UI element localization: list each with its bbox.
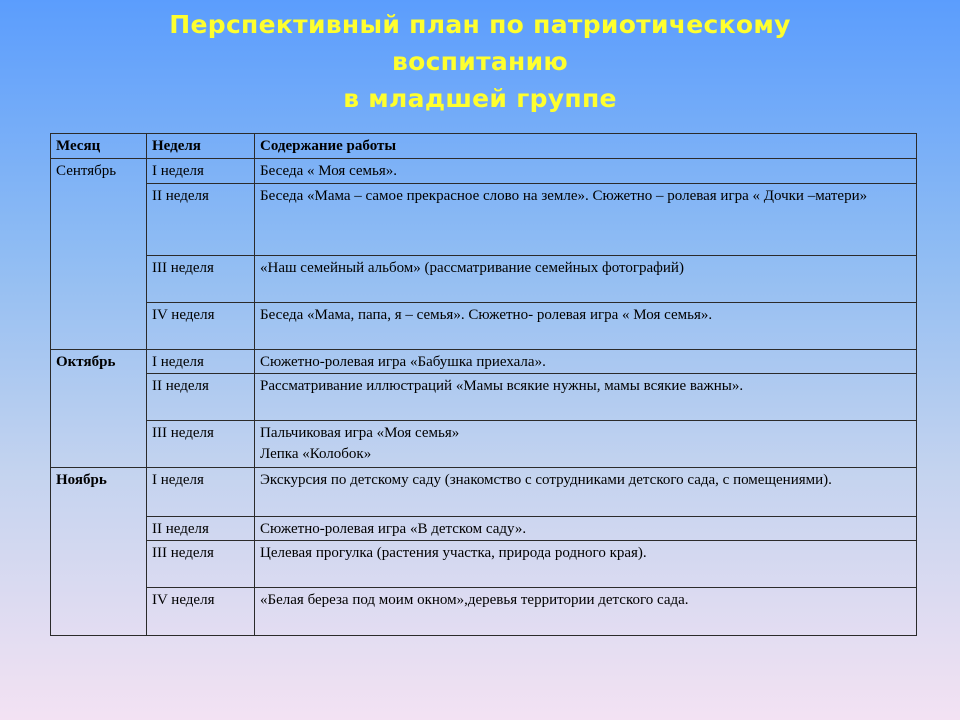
content-cell: Беседа «Мама – самое прекрасное слово на земле». Сюжетно – ролевая игра « Дочки –матери» — [255, 184, 917, 256]
month-cell-november: Ноябрь — [51, 468, 147, 636]
content-line: Пальчиковая игра «Моя семья» — [260, 425, 460, 441]
table-row — [51, 468, 917, 517]
content-cell: «Белая береза под моим окном»,деревья территории детского сада. — [255, 588, 917, 636]
table-row — [51, 374, 917, 421]
week-cell: II неделя — [147, 517, 255, 541]
table-header-row — [51, 134, 917, 159]
table-row — [51, 541, 917, 588]
content-cell: Беседа «Мама, папа, я – семья». Сюжетно- ролевая игра « Моя семья». — [255, 303, 917, 350]
table-row — [51, 159, 917, 184]
header-content: Содержание работы — [255, 134, 917, 159]
content-cell: Рассматривание иллюстраций «Мамы всякие нужны, мамы всякие важны». — [255, 374, 917, 421]
title-line-1: Перспективный план по патриотическому — [169, 10, 791, 39]
table-row — [51, 256, 917, 303]
header-month: Месяц — [51, 134, 147, 159]
content-cell: Сюжетно-ролевая игра «Бабушка приехала». — [255, 350, 917, 374]
month-cell-october: Октябрь — [51, 350, 147, 468]
week-cell: I неделя — [147, 350, 255, 374]
week-cell: I неделя — [147, 468, 255, 517]
table-row — [51, 588, 917, 636]
plan-table — [50, 133, 917, 636]
content-cell: Беседа « Моя семья». — [255, 159, 917, 184]
week-cell: III неделя — [147, 256, 255, 303]
content-cell: Целевая прогулка (растения участка, природа родного края). — [255, 541, 917, 588]
content-line: Лепка «Колобок» — [260, 446, 372, 462]
week-cell: IV неделя — [147, 303, 255, 350]
week-cell: II неделя — [147, 374, 255, 421]
week-cell: III неделя — [147, 541, 255, 588]
week-cell: III неделя — [147, 421, 255, 468]
title-line-3: в младшей группе — [343, 84, 617, 113]
content-cell: Экскурсия по детскому саду (знакомство с сотрудниками детского сада, с помещениями). — [255, 468, 917, 517]
table-row — [51, 517, 917, 541]
week-cell: II неделя — [147, 184, 255, 256]
table-row — [51, 184, 917, 256]
week-cell: IV неделя — [147, 588, 255, 636]
month-cell-september: Сентябрь — [51, 159, 147, 350]
table-row — [51, 303, 917, 350]
week-cell: I неделя — [147, 159, 255, 184]
table-row — [51, 350, 917, 374]
content-cell: Сюжетно-ролевая игра «В детском саду». — [255, 517, 917, 541]
content-cell: «Наш семейный альбом» (рассматривание семейных фотографий) — [255, 256, 917, 303]
header-week: Неделя — [147, 134, 255, 159]
content-cell — [255, 421, 917, 468]
page-title — [0, 6, 960, 117]
title-line-2: воспитанию — [391, 47, 569, 76]
table-row — [51, 421, 917, 468]
